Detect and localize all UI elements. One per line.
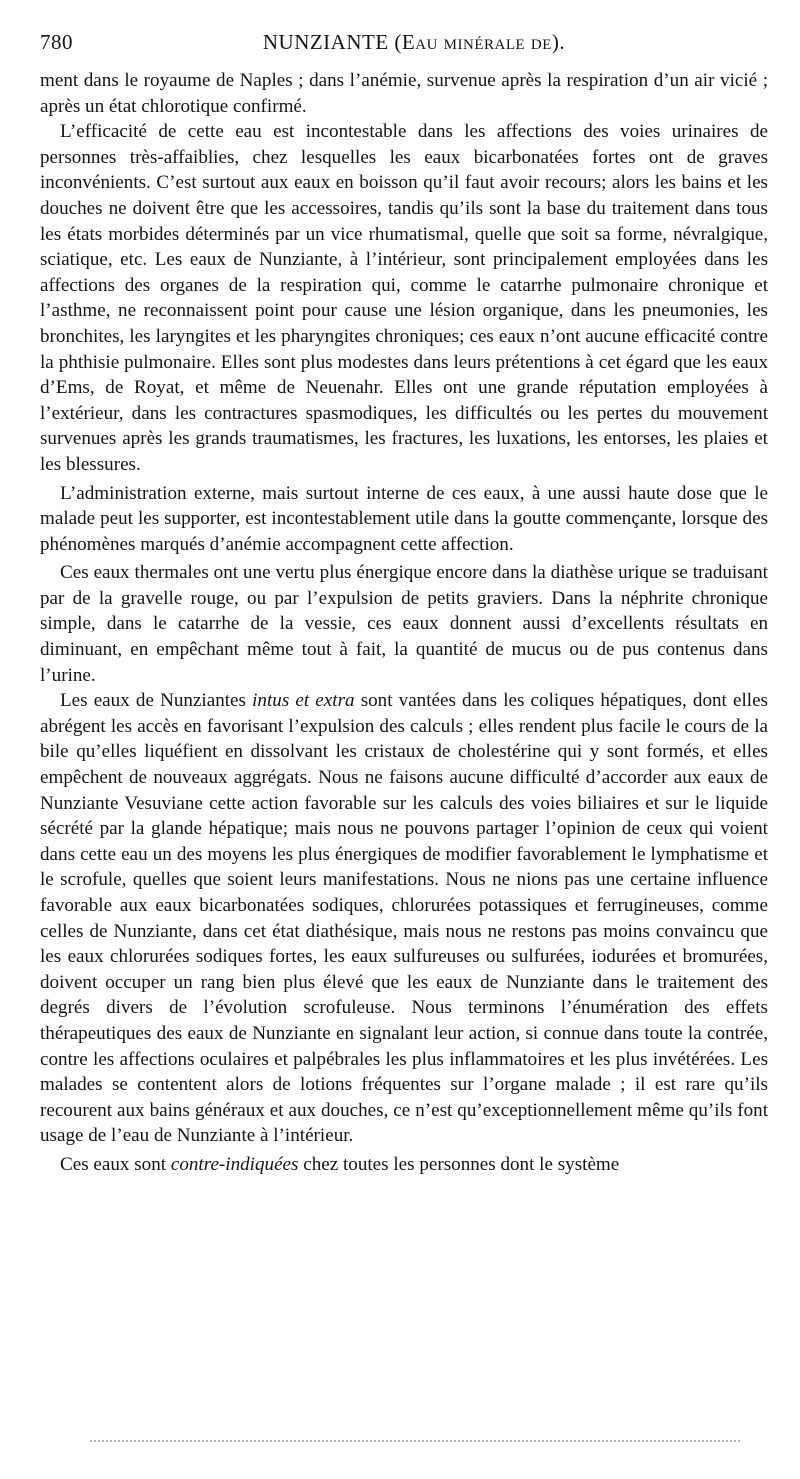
paragraph [40, 688, 768, 1149]
paragraph-text: Ces eaux thermales ont une vertu plus énergique encore dans la diathèse urique se traduisant par de la gravelle rouge, ou par l’expulsion de petits graviers. Dans la néphrite chronique simple, dans le catarrhe de la vessie, ces eaux donnent aussi d’excellents résultats en diminuant, en empêchant même tout à fait, la quantité de mucus ou de pus contenus dans l’urine. [40, 562, 768, 686]
running-title-main: NUNZIANTE [262, 30, 389, 54]
paragraph-text-rest: sont vantées dans les coliques hépatiques, dont elles abrégent les accès en favorisant l’expulsion des calculs ; elles rendent plus facile le cours de la bile qu’elles liquéfient en dissolvant les cristaux de cholestérine qui y sont formés, et elles empêchent de nouveaux aggrégats. Nous ne faisons aucune difficulté d’accorder aux eaux de Nunziante Vesuviane cette action favorable sur les calculs des voies biliaires et sur le liquide sécrété par la glande hépatique; mais nous ne pouvons partager l’opinion de ceux qui voient dans cette eau un des moyens les plus énergiques de modifier favorablement le lymphatisme et le scrofule, quelles que soient leurs manifestations. Nous ne nions pas une certaine influence favorable aux eaux bicarbonatées sodiques, chlorurées potassiques et ferrugineuses, comme celles de Nunziante, dans cet état diathésique, mais nous ne restons pas moins convaincu que les eaux chlorurées sodiques fortes, les eaux sulfureuses ou sulfurées, iodurées et bromurées, doivent occuper un rang bien plus élevé que les eaux de Nunziante dans le traitement des degrés divers de l’évolution scrofuleuse. Nous terminons l’énumération des effets thérapeutiques des eaux de Nunziante en signalant leur action, si connue dans toute la contrée, contre les affections oculaires et palpébrales les plus inflammatoires et les plus invétérées. Les malades se contentent alors de lotions fréquentes sur l’organe malade ; il est rare qu’ils recourent aux bains généraux et aux douches, ce n’est qu’exceptionnellement même qu’ils font usage de l’eau de Nunziante à l’intérieur. [40, 690, 768, 1147]
paragraph-continued [40, 68, 768, 119]
paragraph-text: ment dans le royaume de Naples ; dans l’anémie, survenue après la respiration d’un air vicié ; après un état chlorotique confirmé. [40, 70, 768, 117]
paragraph-text-start: Les eaux de Nunziantes [60, 690, 253, 712]
italic-phrase: contre-indiquées [170, 1153, 299, 1175]
paragraph-text: L’administration externe, mais surtout interne de ces eaux, à une aussi haute dose que le malade peut les supporter, est incontestablement utile dans la goutte commençante, lorsque des phénomènes marqués d’anémie accompagnent cette affection. [40, 482, 768, 555]
footer-dotted-rule [90, 1440, 740, 1442]
paragraph-text: L’efficacité de cette eau est incontestable dans les affections des voies urinaires de personnes très-affaiblies, chez lesquelles les eaux bicarbonatées fortes ont de graves inconvénients. C’est surtout aux eaux en boisson qu’il faut avoir recours; alors les bains et les douches ne doivent être que les accessoires, tandis qu’ils sont la base du traitement dans tous les états morbides déterminés par un vice rhumatismal, quelle que soit sa forme, névralgique, sciatique, etc. Les eaux de Nunziante, à l’intérieur, sont principalement employées dans les affections des organes de la respiration qui, comme le catarrhe pulmonaire chronique et l’asthme, ne reconnaissent point pour cause une lésion organique, dans les pneumonies, les bronchites, les laryngites et les pharyngites chroniques; ces eaux n’ont aucune efficacité contre la phthisie pulmonaire. Elles sont plus modestes dans leurs prétentions à cet égard que les eaux d’Ems, de Royat, et même de Neuenahr. Elles ont une grande réputation employées à l’extérieur, dans les contractures spasmodiques, les difficultés ou les pertes du mouvement survenues après les grands traumatismes, les fractures, les luxations, les entorses, les plaies et les blessures. [40, 121, 768, 475]
page-number: 780 [40, 30, 73, 54]
paragraph [40, 481, 768, 558]
paragraph [40, 560, 768, 688]
running-header [40, 30, 768, 60]
paragraph [40, 1152, 768, 1178]
paragraph-text-start: Ces eaux sont [60, 1153, 171, 1175]
italic-phrase: intus et extra [252, 690, 355, 712]
running-title-subtitle: (Eau minérale de). [394, 30, 566, 54]
paragraph-text-rest: chez toutes les personnes dont le système [298, 1153, 620, 1175]
body-text [40, 68, 768, 1178]
paragraph [40, 119, 768, 477]
running-title [40, 30, 768, 55]
